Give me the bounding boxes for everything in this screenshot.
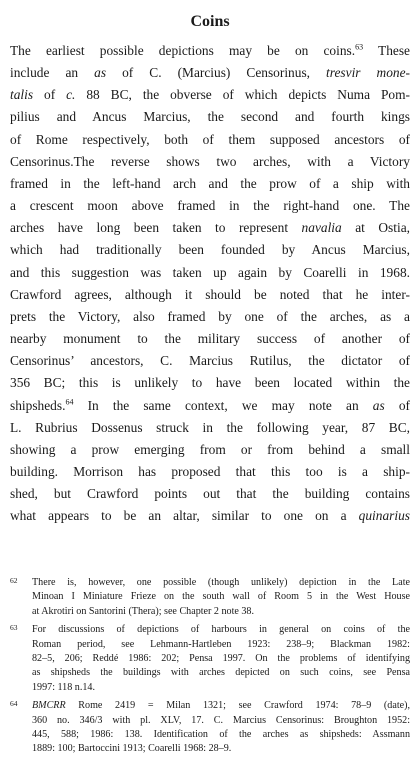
text-run: Censorinus.The reverse shows two arches, with a Victory — [10, 153, 410, 169]
italic-run: BMCRR — [32, 700, 66, 712]
footnote-line — [32, 605, 410, 619]
text-run: In the same context, we may note an — [73, 397, 373, 413]
text-run: arches have long been taken to represent — [10, 220, 302, 236]
text-line — [10, 84, 410, 106]
text-run: at Ostia, — [341, 220, 410, 236]
text-line — [10, 417, 410, 439]
text-line — [10, 306, 410, 328]
text-line — [10, 284, 410, 306]
text-run: of C. (Marcius) Censorinus, — [106, 65, 327, 81]
text-run: Crawford agrees, although it should be noted that he inter- — [10, 286, 410, 302]
text-run: L. Rubrius Dossenus struck in the following year, 87 BC, — [10, 419, 410, 435]
text-run: pilius and Ancus Marcius, the second and fourth kings — [10, 109, 410, 125]
italic-run: tresvir mone- — [326, 65, 411, 81]
footnote-line — [32, 728, 410, 742]
text-run: 1889: 100; Bartoccini 1913; Coarelli 1968: 28–9. — [32, 743, 232, 755]
text-line — [10, 505, 410, 527]
footnote-line — [32, 590, 410, 604]
text-run: Minoan I Miniature Frieze on the south wall of Room 5 in the West House — [32, 591, 410, 603]
footnote — [10, 623, 410, 695]
italic-run: as — [94, 65, 107, 81]
book-page — [0, 10, 420, 766]
text-run: as shipsheds the buildings with arches depicted on such coins, see Pensa — [32, 667, 410, 679]
footnote-line — [32, 681, 410, 695]
text-line — [10, 439, 410, 461]
footnote-line — [32, 699, 410, 713]
footnote-ref: 63 — [355, 42, 364, 52]
text-run: include an — [10, 65, 95, 81]
text-line — [10, 151, 410, 173]
text-run: framed in the left-hand arch and the prow of a ship with — [10, 175, 410, 191]
text-run: shipsheds. — [10, 397, 66, 413]
text-run: These — [363, 43, 410, 58]
text-line — [10, 483, 410, 505]
text-run: of — [33, 87, 67, 103]
footnote-number: 63 — [10, 623, 18, 633]
italic-run: talis — [10, 87, 34, 103]
italic-run: c. — [66, 87, 76, 103]
text-run: 82–5, 206; Reddé 1986: 202; Pensa 1997. On the problems of identifying — [32, 653, 410, 665]
text-run: of Rome respectively, both of them supposed ancestors of — [10, 131, 410, 147]
text-line — [10, 328, 410, 350]
text-run: Roman period, see Lehmann-Hartleben 1923: 238–9; Blackman 1982: — [32, 638, 410, 650]
text-run: 356 BC; this is unlikely to have been located within the — [10, 375, 410, 391]
text-line — [10, 62, 410, 84]
italic-run: quinarius — [358, 508, 410, 524]
text-line — [10, 395, 410, 417]
footnote-line — [32, 623, 410, 637]
text-run: a crescent moon above framed in the right-hand one. The — [10, 198, 410, 214]
text-run: The earliest possible depictions may be on coins. — [10, 43, 356, 58]
text-run: building. Morrison has proposed that this too is a ship- — [10, 463, 410, 479]
text-run: at Akrotiri on Santorini (Thera); see Chapter 2 note 38. — [32, 605, 255, 617]
footnote-line — [32, 576, 410, 590]
text-run: shed, but Crawford points out that the building contains — [10, 486, 410, 502]
text-run: what appears to be an altar, similar to one on a — [10, 508, 359, 524]
italic-run: navalia — [301, 220, 342, 236]
footnote-line — [32, 714, 410, 728]
text-line — [10, 372, 410, 394]
text-run: 1997: 118 n.14. — [32, 681, 95, 693]
footnote-line — [32, 742, 410, 756]
text-run: For discussions of depictions of harbours in general on coins of the — [32, 624, 410, 636]
text-run: There is, however, one possible (though unlikely) depiction in the Late — [32, 577, 410, 588]
footnote-ref: 64 — [65, 397, 74, 407]
text-line — [10, 173, 410, 195]
text-run: prets the Victory, also framed by one of the arches, as a — [10, 308, 410, 324]
text-run: of — [384, 397, 410, 413]
text-line — [10, 461, 410, 483]
text-run: nearby monument to the military success of another of — [10, 331, 410, 347]
text-line — [10, 262, 410, 284]
footnote-line — [32, 666, 410, 680]
text-run: Censorinus’ ancestors, C. Marcius Rutilus, the dictator of — [10, 353, 410, 369]
footnote — [10, 576, 410, 619]
text-line — [10, 350, 410, 372]
text-run: which had traditionally been founded by Ancus Marcius, — [10, 242, 410, 258]
text-run: and this suggestion was taken up again by Coarelli in 1968. — [10, 264, 410, 280]
italic-run: as — [372, 397, 385, 413]
text-line — [10, 239, 410, 261]
section-heading: Coins — [190, 13, 230, 30]
text-line — [10, 195, 410, 217]
footnote — [10, 699, 410, 757]
text-line — [10, 106, 410, 128]
text-run: 360 no. 346/3 with pl. XLV, 17. C. Marcius Censorinus: Broughton 1952: — [32, 714, 410, 726]
footnote-number: 62 — [10, 576, 18, 585]
text-run: 445, 588; 1986: 138. Identification of the arches as shipsheds: Assmann — [32, 729, 410, 741]
text-line — [10, 217, 410, 239]
text-run: Rome 2419 = Milan 1321; see Crawford 1974: 78–9 (date), — [65, 700, 410, 712]
footnote-number: 64 — [10, 699, 18, 709]
footnotes — [10, 576, 410, 761]
text-run: showing a prow emerging from or from behind a small — [10, 441, 410, 457]
text-run: 88 BC, the obverse of which depicts Numa Pom- — [75, 87, 410, 103]
text-line — [10, 40, 410, 62]
footnote-line — [32, 638, 410, 652]
text-line — [10, 129, 410, 151]
footnote-line — [32, 652, 410, 666]
body-paragraph — [10, 40, 410, 527]
